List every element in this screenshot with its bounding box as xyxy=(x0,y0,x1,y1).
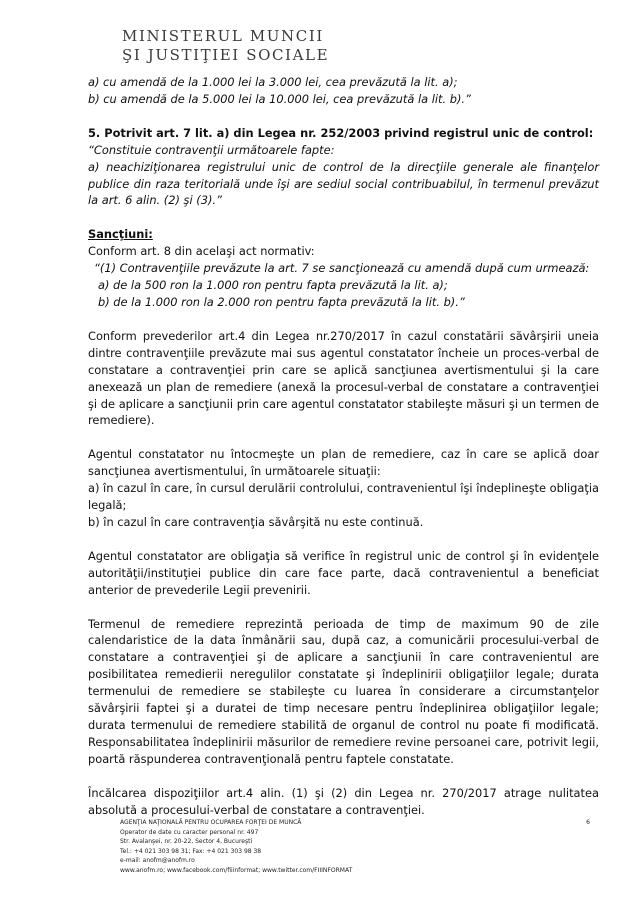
sanctions-item-a: a) de la 500 ron la 1.000 ron pentru fapta prevăzută la lit. a); xyxy=(98,278,448,293)
paragraph-art4: Conform prevederilor art.4 din Legea nr.270/2017 în cazul constatării săvârşirii uneia dintre contravenţiile prevăzute mai sus agentul constatator încheie un proces-verbal de constatare a contravenţiei prin care se aplică sancţiunea avertismentului şi la care anexează un plan de remediere (anexă la procesul-verbal de constatare a contravenţiei şi de aplicare a sancţiunii prin care agentul constatator stabileşte măsuri şi un termen de remediere). xyxy=(88,328,599,428)
paragraph-remedy-term: Termenul de remediere reprezintă perioada de timp de maximum 90 de zile calendaristice de la data înmânării sau, după caz, a comunicării procesului-verbal de constatare a contravenţiei şi de aplicare a sancţiunii în care contravenientul are posibilitatea remedierii neregulilor constatate şi îndeplinirii obligaţiilor legale; durata termenului de remediere se stabileşte cu luarea în considerare a circumstanţelor săvârşirii faptei şi a duratei de timp necesare pentru îndeplinirea obligaţiilor legale; durata termenului de remediere stabilită de organul de control nu poate fi modificată. Responsabilitatea îndeplinirii măsurilor de remediere revine persoanei care, potrivit legii, poartă răspunderea contravenţională pentru faptele constatate. xyxy=(88,616,599,766)
ministry-name-line1: MINISTERUL MUNCII xyxy=(122,27,324,45)
fine-item-b: b) cu amendă de la 5.000 lei la 10.000 lei, cea prevăzută la lit. b).” xyxy=(88,91,471,106)
fine-item-a: a) cu amendă de la 1.000 lei la 3.000 lei, cea prevăzută la lit. a); xyxy=(88,75,458,89)
page-number: 6 xyxy=(586,819,590,826)
ministry-name-line2: ŞI JUSTIŢIEI SOCIALE xyxy=(122,46,330,64)
section-5-quote: “Constituie contravenţii următoarele fapte: xyxy=(88,142,335,157)
sanctions-item-b: b) de la 1.000 ron la 2.000 ron pentru fapta prevăzută la lit. b).” xyxy=(98,294,465,309)
page-footer xyxy=(120,818,590,875)
footer-email: e-mail: anofm@anofm.ro xyxy=(120,857,195,864)
paragraph-no-remedy-plan: Agentul constatator nu întocmeşte un plan de remediere, caz în care se aplică doar sancţiunea avertismentului, în următoarele situaţii: xyxy=(88,447,599,479)
ministry-header xyxy=(122,27,329,65)
section-5-item-a: a) neachiziţionarea registrului unic de control de la direcţiile generale ale finanţelor publice din raza teritorială unde îşi are sediul social contribuabilul, în termenul prevăzut la art. 6 alin. (2) şi (3).” xyxy=(88,159,599,208)
sanctions-title: Sancţiuni: xyxy=(88,227,153,242)
paragraph-no-remedy-item-b: b) în cazul în care contravenţia săvârşită nu este continuă. xyxy=(88,514,424,529)
footer-address: Str. Avalanşei, nr. 20-22, Sector 4, Bucureşti xyxy=(120,838,253,845)
sanctions-reference: Conform art. 8 din acelaşi act normativ: xyxy=(88,244,315,259)
paragraph-no-remedy-item-a: a) în cazul în care, în cursul derulării controlului, contravenientul îşi îndeplineşte obligaţia legală; xyxy=(88,481,599,513)
paragraph-verification: Agentul constatator are obligaţia să verifice în registrul unic de control şi în evidenţele autorităţii/instituţiei publice din care face parte, dacă contravenientul a beneficiat anterior de prevederile Legii prevenirii. xyxy=(88,548,599,597)
sanctions-quote: “(1) Contravenţiile prevăzute la art. 7 se sancţionează cu amendă după cum urmează: xyxy=(94,261,590,276)
footer-agency: AGENŢIA NAŢIONALĂ PENTRU OCUPAREA FORŢEI DE MUNCĂ xyxy=(120,819,302,826)
document-body xyxy=(88,74,599,819)
paragraph-nullity: Încălcarea dispoziţiilor art.4 alin. (1) şi (2) din Legea nr. 270/2017 atrage nulitatea absolută a procesului-verbal de constatare a contravenţiei. xyxy=(88,785,599,817)
footer-web: www.anofm.ro; www.facebook.com/fiiinformat; www.twitter.com/FIIINFORMAT xyxy=(120,866,353,874)
footer-operator: Operator de date cu caracter personal nr. 497 xyxy=(120,828,259,836)
footer-phone: Tel.: +4 021 303 98 31; Fax: +4 021 303 98 38 xyxy=(120,847,262,855)
section-5-title: 5. Potrivit art. 7 lit. a) din Legea nr. 252/2003 privind registrul unic de control: xyxy=(88,125,594,140)
